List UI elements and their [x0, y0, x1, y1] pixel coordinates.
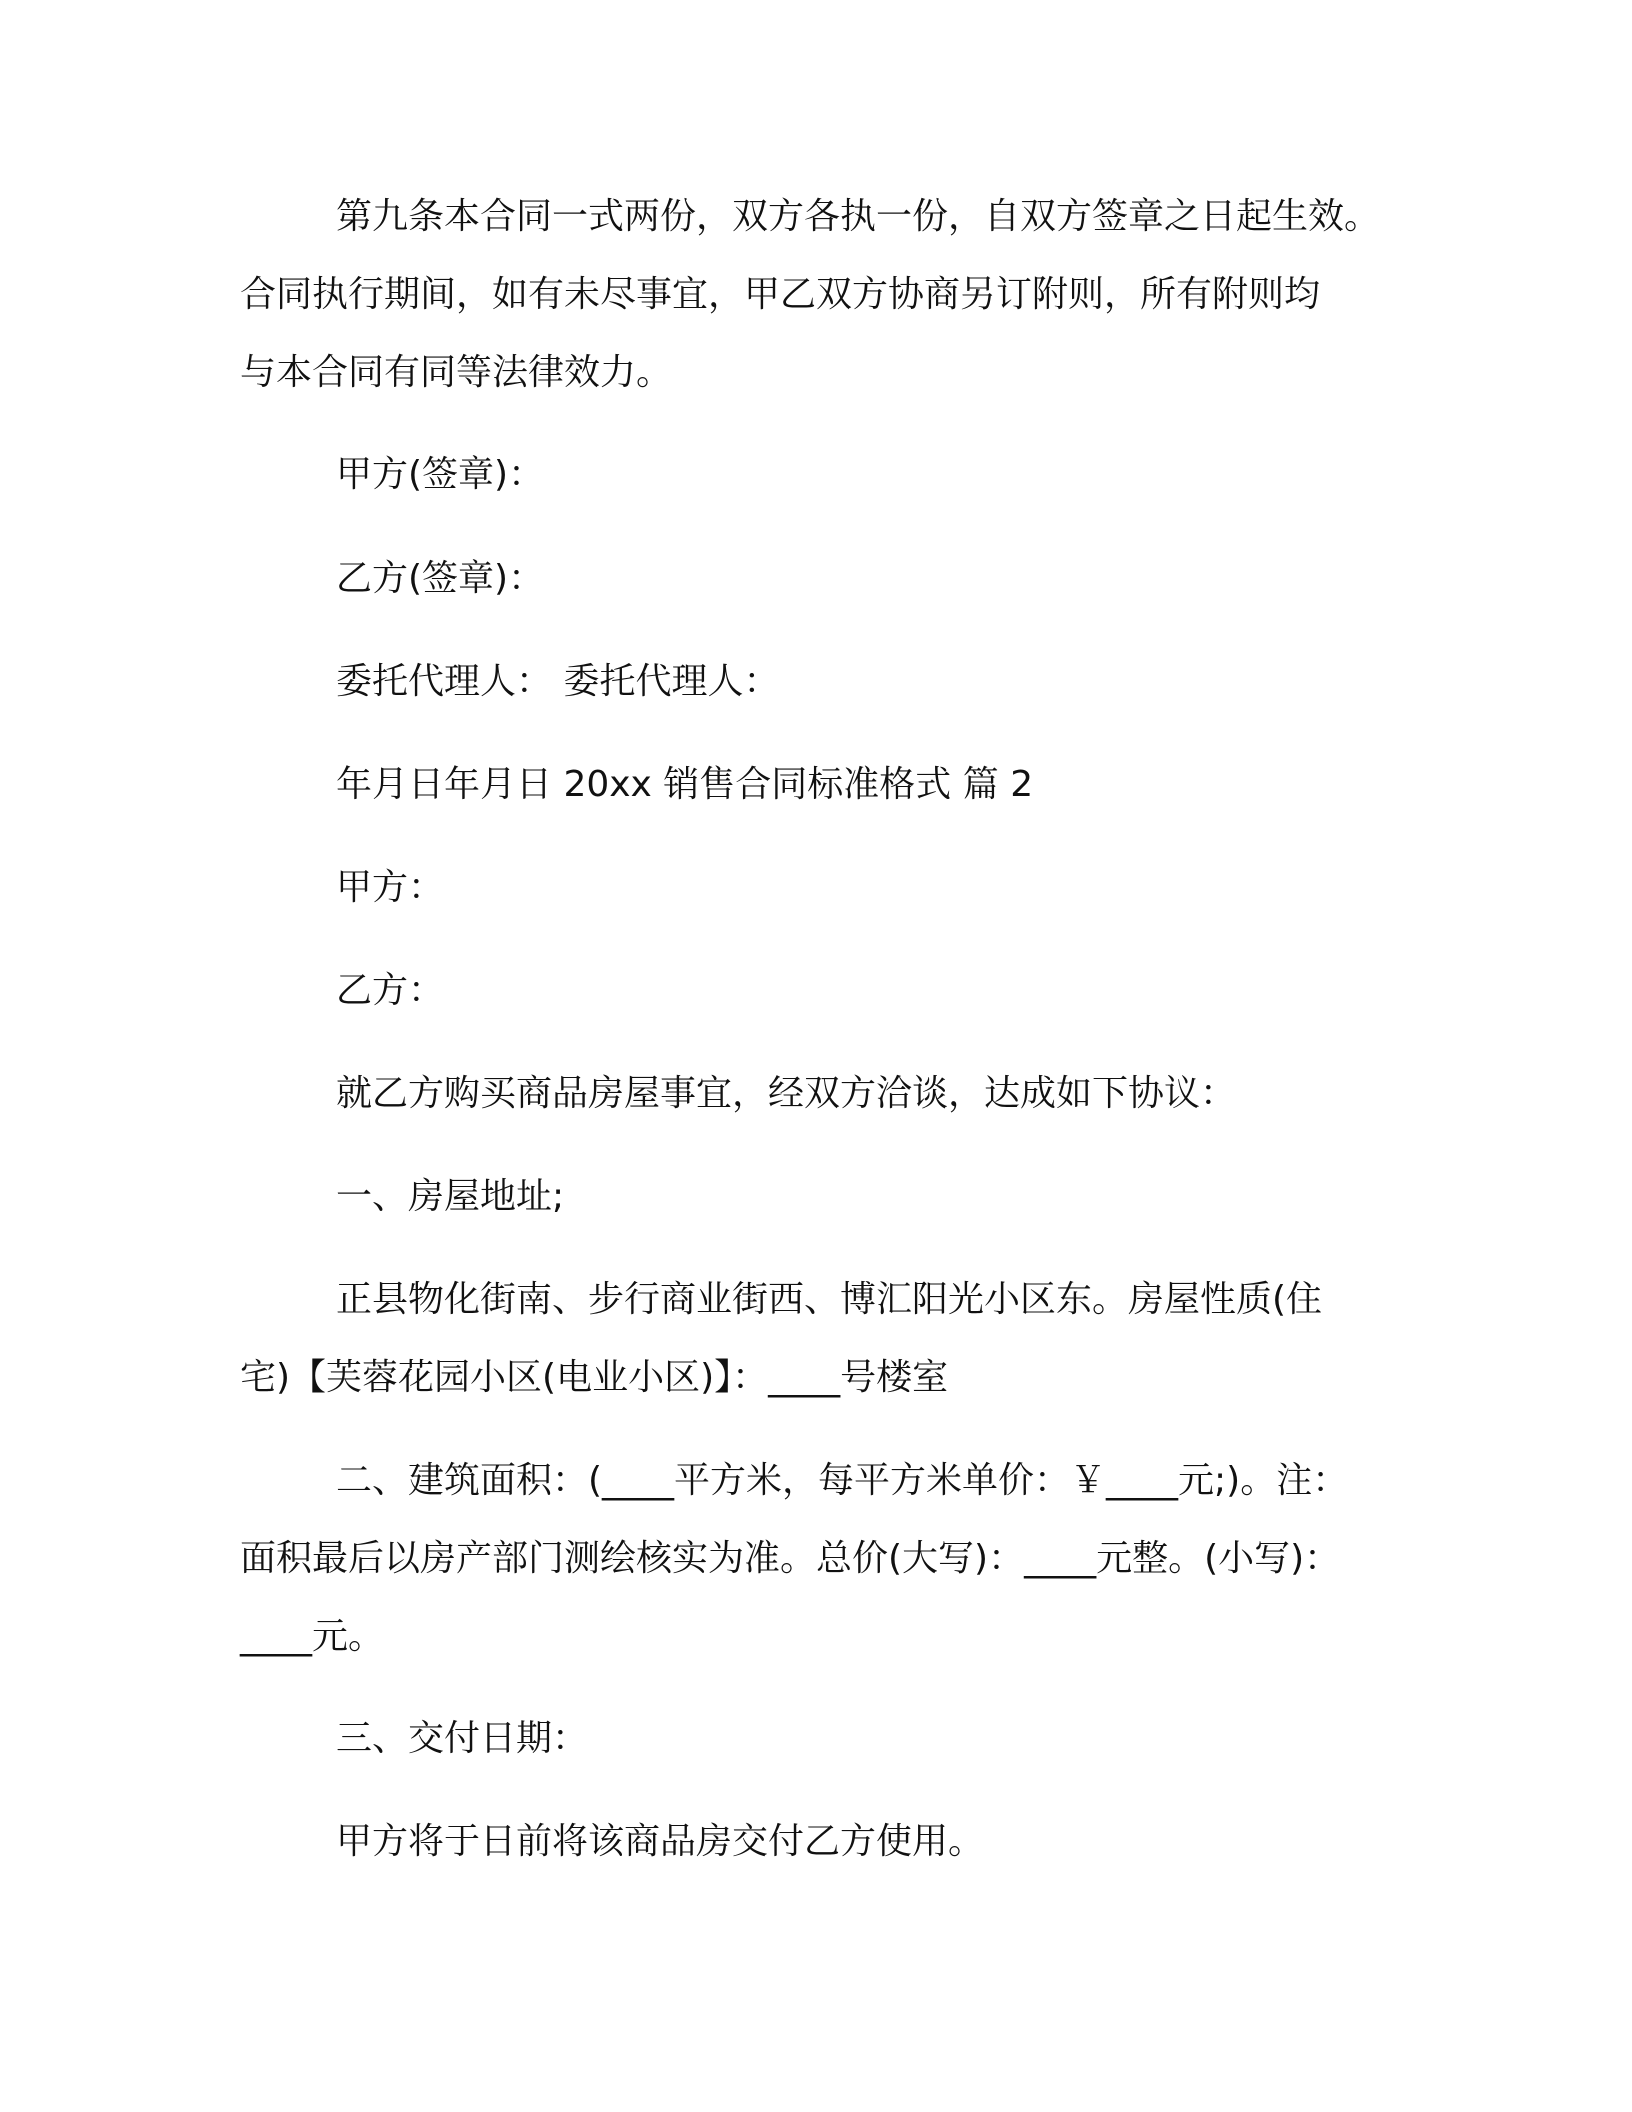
text-line: 甲方：	[336, 867, 445, 908]
text-line: 与本合同有同等法律效力。	[240, 352, 673, 393]
text-line: 乙方(签章)：	[336, 558, 545, 599]
text-line: 正县物化街南、步行商业街西、博汇阳光小区东。房屋性质(住	[336, 1279, 1323, 1320]
text-line: 面积最后以房产部门测绘核实为准。总价(大写)：____元整。(小写)：	[240, 1538, 1341, 1579]
delivery-paragraph	[240, 1803, 1400, 1881]
area-price-paragraph	[240, 1442, 1400, 1676]
agreement-intro	[240, 1055, 1400, 1133]
address-paragraph	[240, 1261, 1400, 1417]
text-line: 委托代理人： 委托代理人：	[336, 661, 780, 702]
text-line: 二、建筑面积：(____平方米，每平方米单价：￥____元;)。注：	[336, 1460, 1349, 1501]
party-a-signature-line	[240, 436, 1400, 514]
text-line: 年月日年月日 20xx 销售合同标准格式 篇 2	[336, 764, 1034, 805]
party-b-line	[240, 952, 1400, 1030]
text-line: 宅)【芙蓉花园小区(电业小区)】：____号楼室	[240, 1357, 949, 1398]
agent-line	[240, 643, 1400, 721]
text-line: 甲方将于日前将该商品房交付乙方使用。	[336, 1821, 985, 1862]
text-line: 就乙方购买商品房屋事宜，经双方洽谈，达成如下协议：	[336, 1073, 1237, 1114]
text-line: 一、房屋地址;	[336, 1176, 565, 1217]
section-1-heading	[240, 1158, 1400, 1236]
date-and-section-title	[240, 746, 1400, 824]
paragraph-article-9	[240, 178, 1400, 412]
party-a-line	[240, 849, 1400, 927]
text-line: 乙方：	[336, 970, 445, 1011]
text-line: 第九条本合同一式两份，双方各执一份，自双方签章之日起生效。	[336, 196, 1381, 237]
party-b-signature-line	[240, 540, 1400, 618]
text-line: ____元。	[240, 1616, 385, 1657]
section-3-heading	[240, 1700, 1400, 1778]
text-line: 三、交付日期：	[336, 1718, 589, 1759]
text-line: 甲方(签章)：	[336, 454, 545, 495]
text-line: 合同执行期间，如有未尽事宜，甲乙双方协商另订附则，所有附则均	[240, 274, 1321, 315]
